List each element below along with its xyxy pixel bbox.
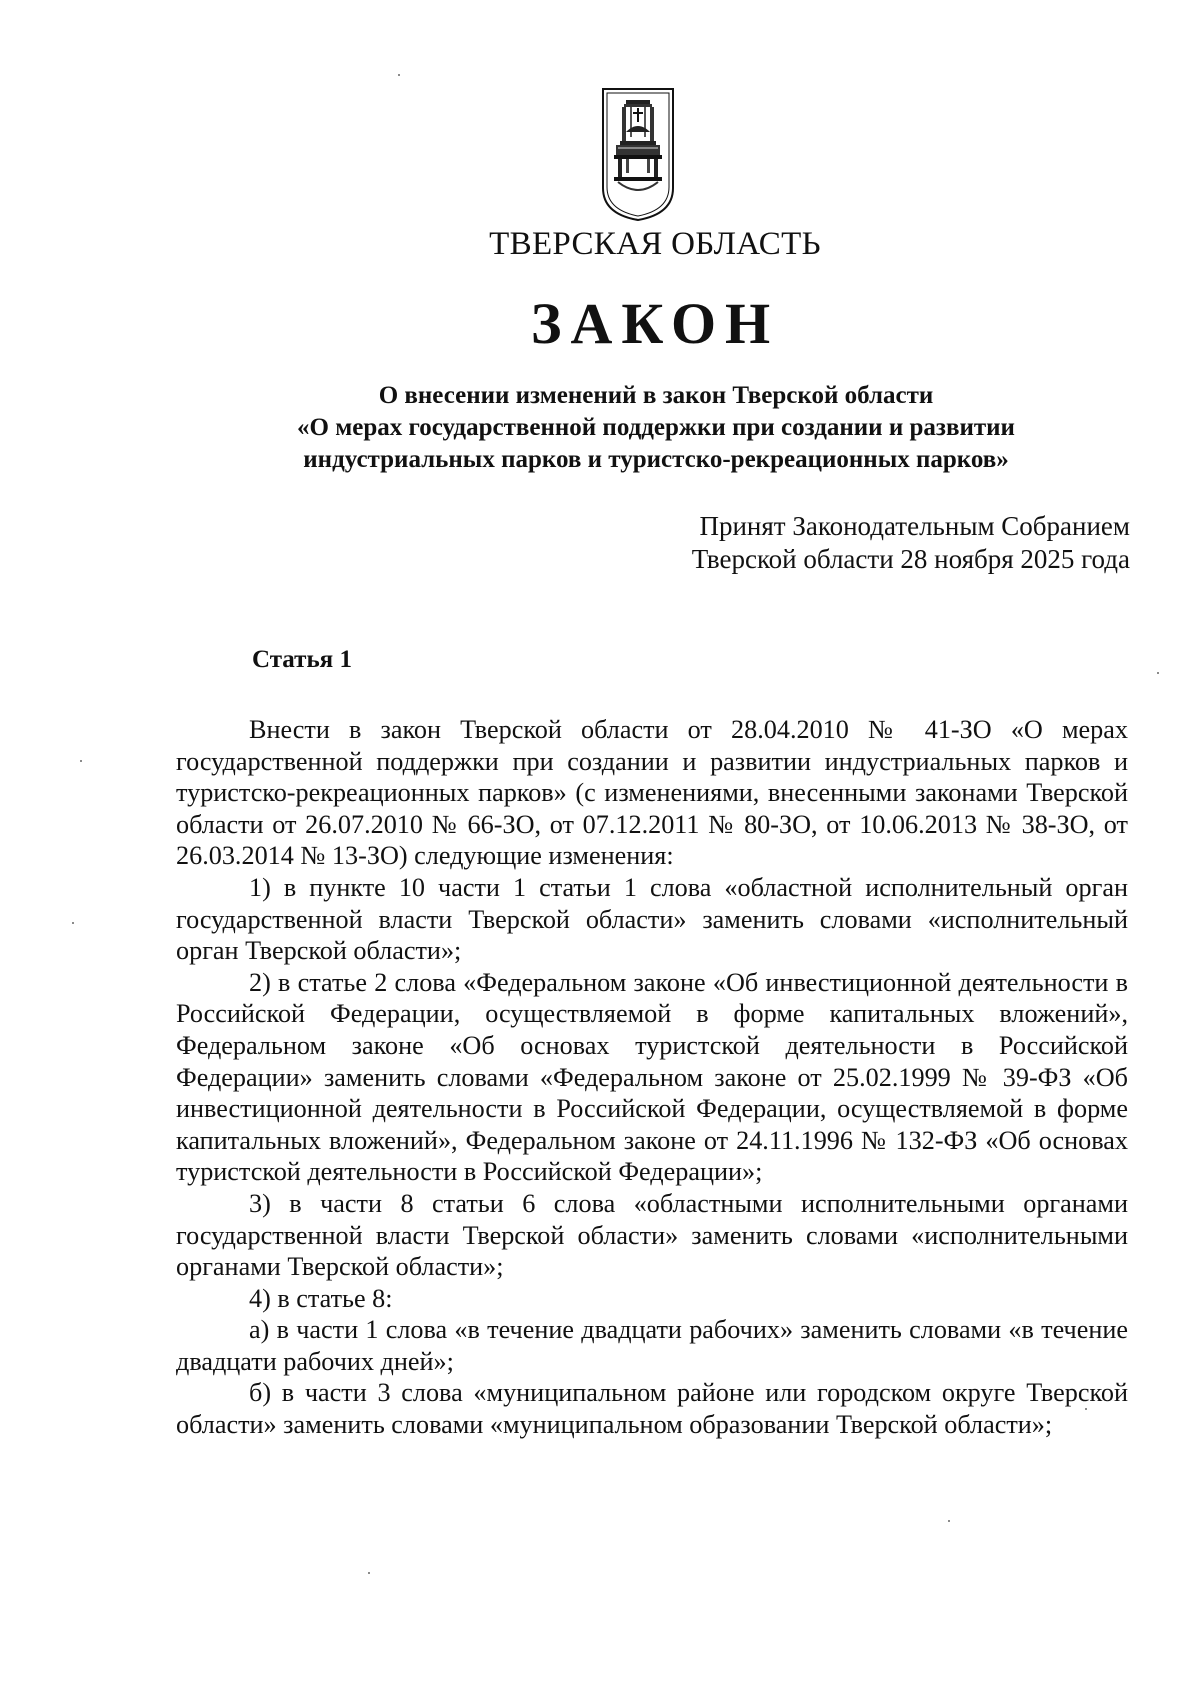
- scan-speck: [1157, 672, 1159, 674]
- scan-speck: [72, 922, 74, 924]
- scan-speck: [1085, 1408, 1087, 1410]
- scan-speck: [80, 760, 82, 762]
- law-title-line: «О мерах государственной поддержки при создании и развитии: [297, 414, 1015, 441]
- scan-speck: [948, 1520, 950, 1522]
- adoption-line: Тверской области 28 ноября 2025 года: [691, 544, 1130, 574]
- adoption-note: [692, 510, 1130, 576]
- article-paragraph: 4) в статье 8:: [249, 1283, 393, 1313]
- law-title: [176, 380, 1136, 476]
- article-body: [176, 714, 1128, 1441]
- adoption-line: Принят Законодательным Собранием: [699, 511, 1130, 541]
- article-heading: Статья 1: [252, 646, 352, 673]
- article-paragraph: б) в части 3 слова «муниципальном районе или городском округе Тверской области» заменить словами «муниципальном образовании Тверской области»;: [176, 1378, 1128, 1440]
- article-paragraph: 1) в пункте 10 части 1 статьи 1 слова «областной исполнительный орган государственной власти Тверской области» заменить словами «исполнительный орган Тверской области»;: [176, 872, 1128, 966]
- coat-of-arms-emblem: [600, 86, 676, 222]
- article-paragraph: 2) в статье 2 слова «Федеральном законе «Об инвестиционной деятельности в Российской Федерации, осуществляемой в форме капитальных вложений», Федеральном законе «Об основах туристской деятельности в Российской Федерации» заменить словами «Федеральном законе от 25.02.1999 № 39-ФЗ «Об инвестиционной деятельности в Российской Федерации, осуществляемой в форме капитальных вложений», Федеральном законе от 24.11.1996 № 132-ФЗ «Об основах туристской деятельности в Российской Федерации»;: [176, 967, 1128, 1187]
- article-paragraph: 3) в части 8 статьи 6 слова «областными исполнительными органами государственной власти Тверской области» заменить словами «исполнительными органами Тверской области»;: [176, 1188, 1128, 1282]
- article-paragraph: Внести в закон Тверской области от 28.04.2010 № 41-ЗО «О мерах государственной поддержки при создании и развитии индустриальных парков и туристско-рекреационных парков» (с изменениями, внесенными законами Тверской области от 26.07.2010 № 66-ЗО, от 07.12.2011 № 80-ЗО, от 10.06.2013 № 38-ЗО, от 26.03.2014 № 13-ЗО) следующие изменения:: [176, 715, 1128, 871]
- scan-speck: [368, 1572, 370, 1574]
- law-title-line: индустриальных парков и туристско-рекреационных парков»: [303, 446, 1009, 473]
- article-paragraph: а) в части 1 слова «в течение двадцати рабочих» заменить словами «в течение двадцати рабочих дней»;: [176, 1315, 1128, 1376]
- scan-speck: [398, 74, 400, 76]
- law-title-line: О внесении изменений в закон Тверской области: [378, 382, 934, 409]
- region-name: ТВЕРСКАЯ ОБЛАСТЬ: [489, 226, 821, 262]
- document-type-heading: ЗАКОН: [530, 291, 780, 356]
